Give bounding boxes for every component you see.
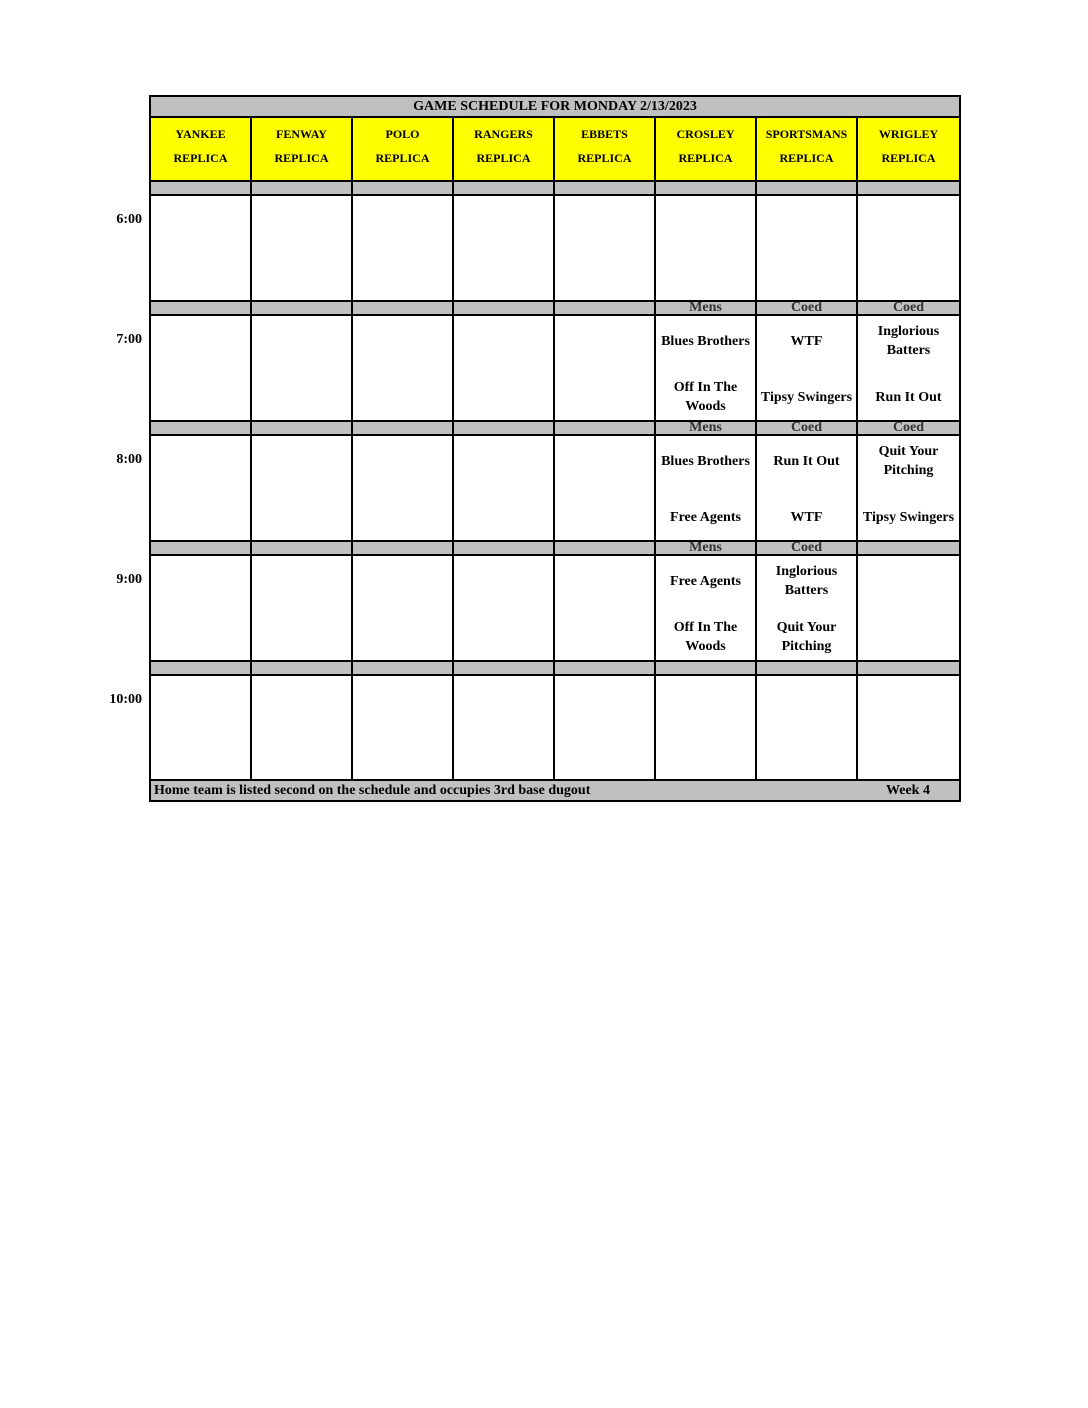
time-label: 8:00 <box>116 452 142 467</box>
division-label <box>252 422 353 434</box>
division-label <box>555 302 656 314</box>
division-label <box>858 182 959 194</box>
field-subtitle: REPLICA <box>476 151 531 165</box>
division-label <box>454 422 555 434</box>
game-cell <box>151 316 252 420</box>
game-cell <box>555 556 656 660</box>
game-cell <box>858 556 959 660</box>
field-header-fenway <box>252 118 353 180</box>
game-cell <box>454 316 555 420</box>
home-team: Free Agents <box>670 509 741 525</box>
time-slot-row <box>151 676 959 780</box>
time-label: 10:00 <box>109 692 142 707</box>
division-label: Mens <box>656 422 757 434</box>
home-team: Tipsy Swingers <box>760 389 853 405</box>
home-team: Run It Out <box>875 389 942 405</box>
field-header-rangers <box>454 118 555 180</box>
division-label <box>454 542 555 554</box>
game-cell <box>656 196 757 300</box>
field-subtitle: REPLICA <box>779 151 834 165</box>
game-cell <box>656 676 757 780</box>
division-label <box>252 542 353 554</box>
game-cell <box>151 556 252 660</box>
division-label <box>656 662 757 674</box>
division-label: Coed <box>757 302 858 314</box>
game-cell <box>555 196 656 300</box>
field-header-sportsmans <box>757 118 858 180</box>
field-header-crosley <box>656 118 757 180</box>
game-cell <box>555 676 656 780</box>
division-label: Mens <box>656 302 757 314</box>
game-cell <box>656 316 757 420</box>
home-team: Quit Your Pitching <box>776 620 837 654</box>
division-label <box>858 542 959 554</box>
division-label <box>353 542 454 554</box>
field-header-row <box>151 118 959 180</box>
field-header-polo <box>353 118 454 180</box>
division-label <box>252 182 353 194</box>
home-team-note: Home team is listed second on the schedule and occupies 3rd base dugout <box>154 783 591 798</box>
time-label: 6:00 <box>116 212 142 227</box>
division-label: Coed <box>757 542 858 554</box>
division-label <box>151 182 252 194</box>
division-label <box>757 662 858 674</box>
visiting-team: Blues Brothers <box>661 333 750 349</box>
game-cell <box>454 556 555 660</box>
game-cell <box>858 316 959 420</box>
home-team: Off In The Woods <box>673 620 738 654</box>
game-cell <box>252 196 353 300</box>
game-cell <box>757 436 858 540</box>
visiting-team: Blues Brothers <box>661 453 750 469</box>
field-name: RANGERS <box>474 127 533 141</box>
field-subtitle: REPLICA <box>375 151 430 165</box>
time-slot-row <box>151 196 959 300</box>
division-label <box>151 662 252 674</box>
week-label: Week 4 <box>886 783 930 798</box>
division-label <box>555 662 656 674</box>
division-label <box>656 182 757 194</box>
game-cell <box>656 556 757 660</box>
field-subtitle: REPLICA <box>678 151 733 165</box>
field-name: WRIGLEY <box>878 127 939 141</box>
game-cell <box>353 676 454 780</box>
game-cell <box>757 196 858 300</box>
visiting-team: WTF <box>790 333 823 349</box>
game-cell <box>858 436 959 540</box>
division-label <box>353 422 454 434</box>
game-cell <box>454 436 555 540</box>
schedule-sheet <box>149 95 961 802</box>
division-label <box>858 662 959 674</box>
division-label <box>252 302 353 314</box>
division-label <box>454 182 555 194</box>
game-cell <box>252 556 353 660</box>
field-header-ebbets <box>555 118 656 180</box>
time-label: 7:00 <box>116 332 142 347</box>
game-cell <box>252 436 353 540</box>
field-subtitle: REPLICA <box>274 151 329 165</box>
division-label: Mens <box>656 542 757 554</box>
schedule-title: GAME SCHEDULE FOR MONDAY 2/13/2023 <box>151 97 959 118</box>
game-cell <box>353 196 454 300</box>
division-label <box>353 662 454 674</box>
division-label <box>555 542 656 554</box>
division-label <box>151 542 252 554</box>
home-team: Tipsy Swingers <box>862 509 955 525</box>
division-band <box>151 660 959 676</box>
field-name: SPORTSMANS <box>765 127 848 141</box>
time-slot-row <box>151 556 959 660</box>
field-header-yankee <box>151 118 252 180</box>
division-label <box>555 422 656 434</box>
division-label <box>757 182 858 194</box>
game-cell <box>555 436 656 540</box>
game-cell <box>757 676 858 780</box>
game-cell <box>757 316 858 420</box>
game-cell <box>252 676 353 780</box>
time-slot-row <box>151 436 959 540</box>
field-subtitle: REPLICA <box>881 151 936 165</box>
division-band <box>151 300 959 316</box>
division-label <box>454 662 555 674</box>
home-team: WTF <box>790 509 823 525</box>
game-cell <box>454 196 555 300</box>
visiting-team: Free Agents <box>670 573 741 589</box>
field-name: YANKEE <box>175 127 226 141</box>
visiting-team: Inglorious Batters <box>877 324 940 358</box>
division-band <box>151 540 959 556</box>
field-name: EBBETS <box>581 127 628 141</box>
game-cell <box>353 436 454 540</box>
game-cell <box>757 556 858 660</box>
game-cell <box>151 196 252 300</box>
division-label <box>353 182 454 194</box>
game-cell <box>252 316 353 420</box>
field-subtitle: REPLICA <box>577 151 632 165</box>
home-team: Off In The Woods <box>673 380 738 414</box>
division-label: Coed <box>757 422 858 434</box>
division-label: Coed <box>858 422 959 434</box>
division-label <box>555 182 656 194</box>
game-cell <box>353 316 454 420</box>
game-cell <box>151 676 252 780</box>
field-header-wrigley <box>858 118 959 180</box>
division-label <box>252 662 353 674</box>
division-band <box>151 420 959 436</box>
field-subtitle: REPLICA <box>173 151 228 165</box>
division-label: Coed <box>858 302 959 314</box>
field-name: POLO <box>385 127 420 141</box>
visiting-team: Inglorious Batters <box>775 564 838 598</box>
visiting-team: Run It Out <box>773 453 840 469</box>
schedule-footer <box>151 779 959 800</box>
visiting-team: Quit Your Pitching <box>878 444 939 478</box>
game-cell <box>454 676 555 780</box>
game-cell <box>858 676 959 780</box>
game-cell <box>858 196 959 300</box>
division-label <box>151 302 252 314</box>
game-cell <box>656 436 757 540</box>
division-label <box>353 302 454 314</box>
time-label: 9:00 <box>116 572 142 587</box>
game-cell <box>555 316 656 420</box>
division-label <box>151 422 252 434</box>
division-band <box>151 180 959 196</box>
division-label <box>454 302 555 314</box>
field-name: FENWAY <box>276 127 327 141</box>
game-cell <box>353 556 454 660</box>
game-cell <box>151 436 252 540</box>
field-name: CROSLEY <box>676 127 735 141</box>
time-slot-row <box>151 316 959 420</box>
